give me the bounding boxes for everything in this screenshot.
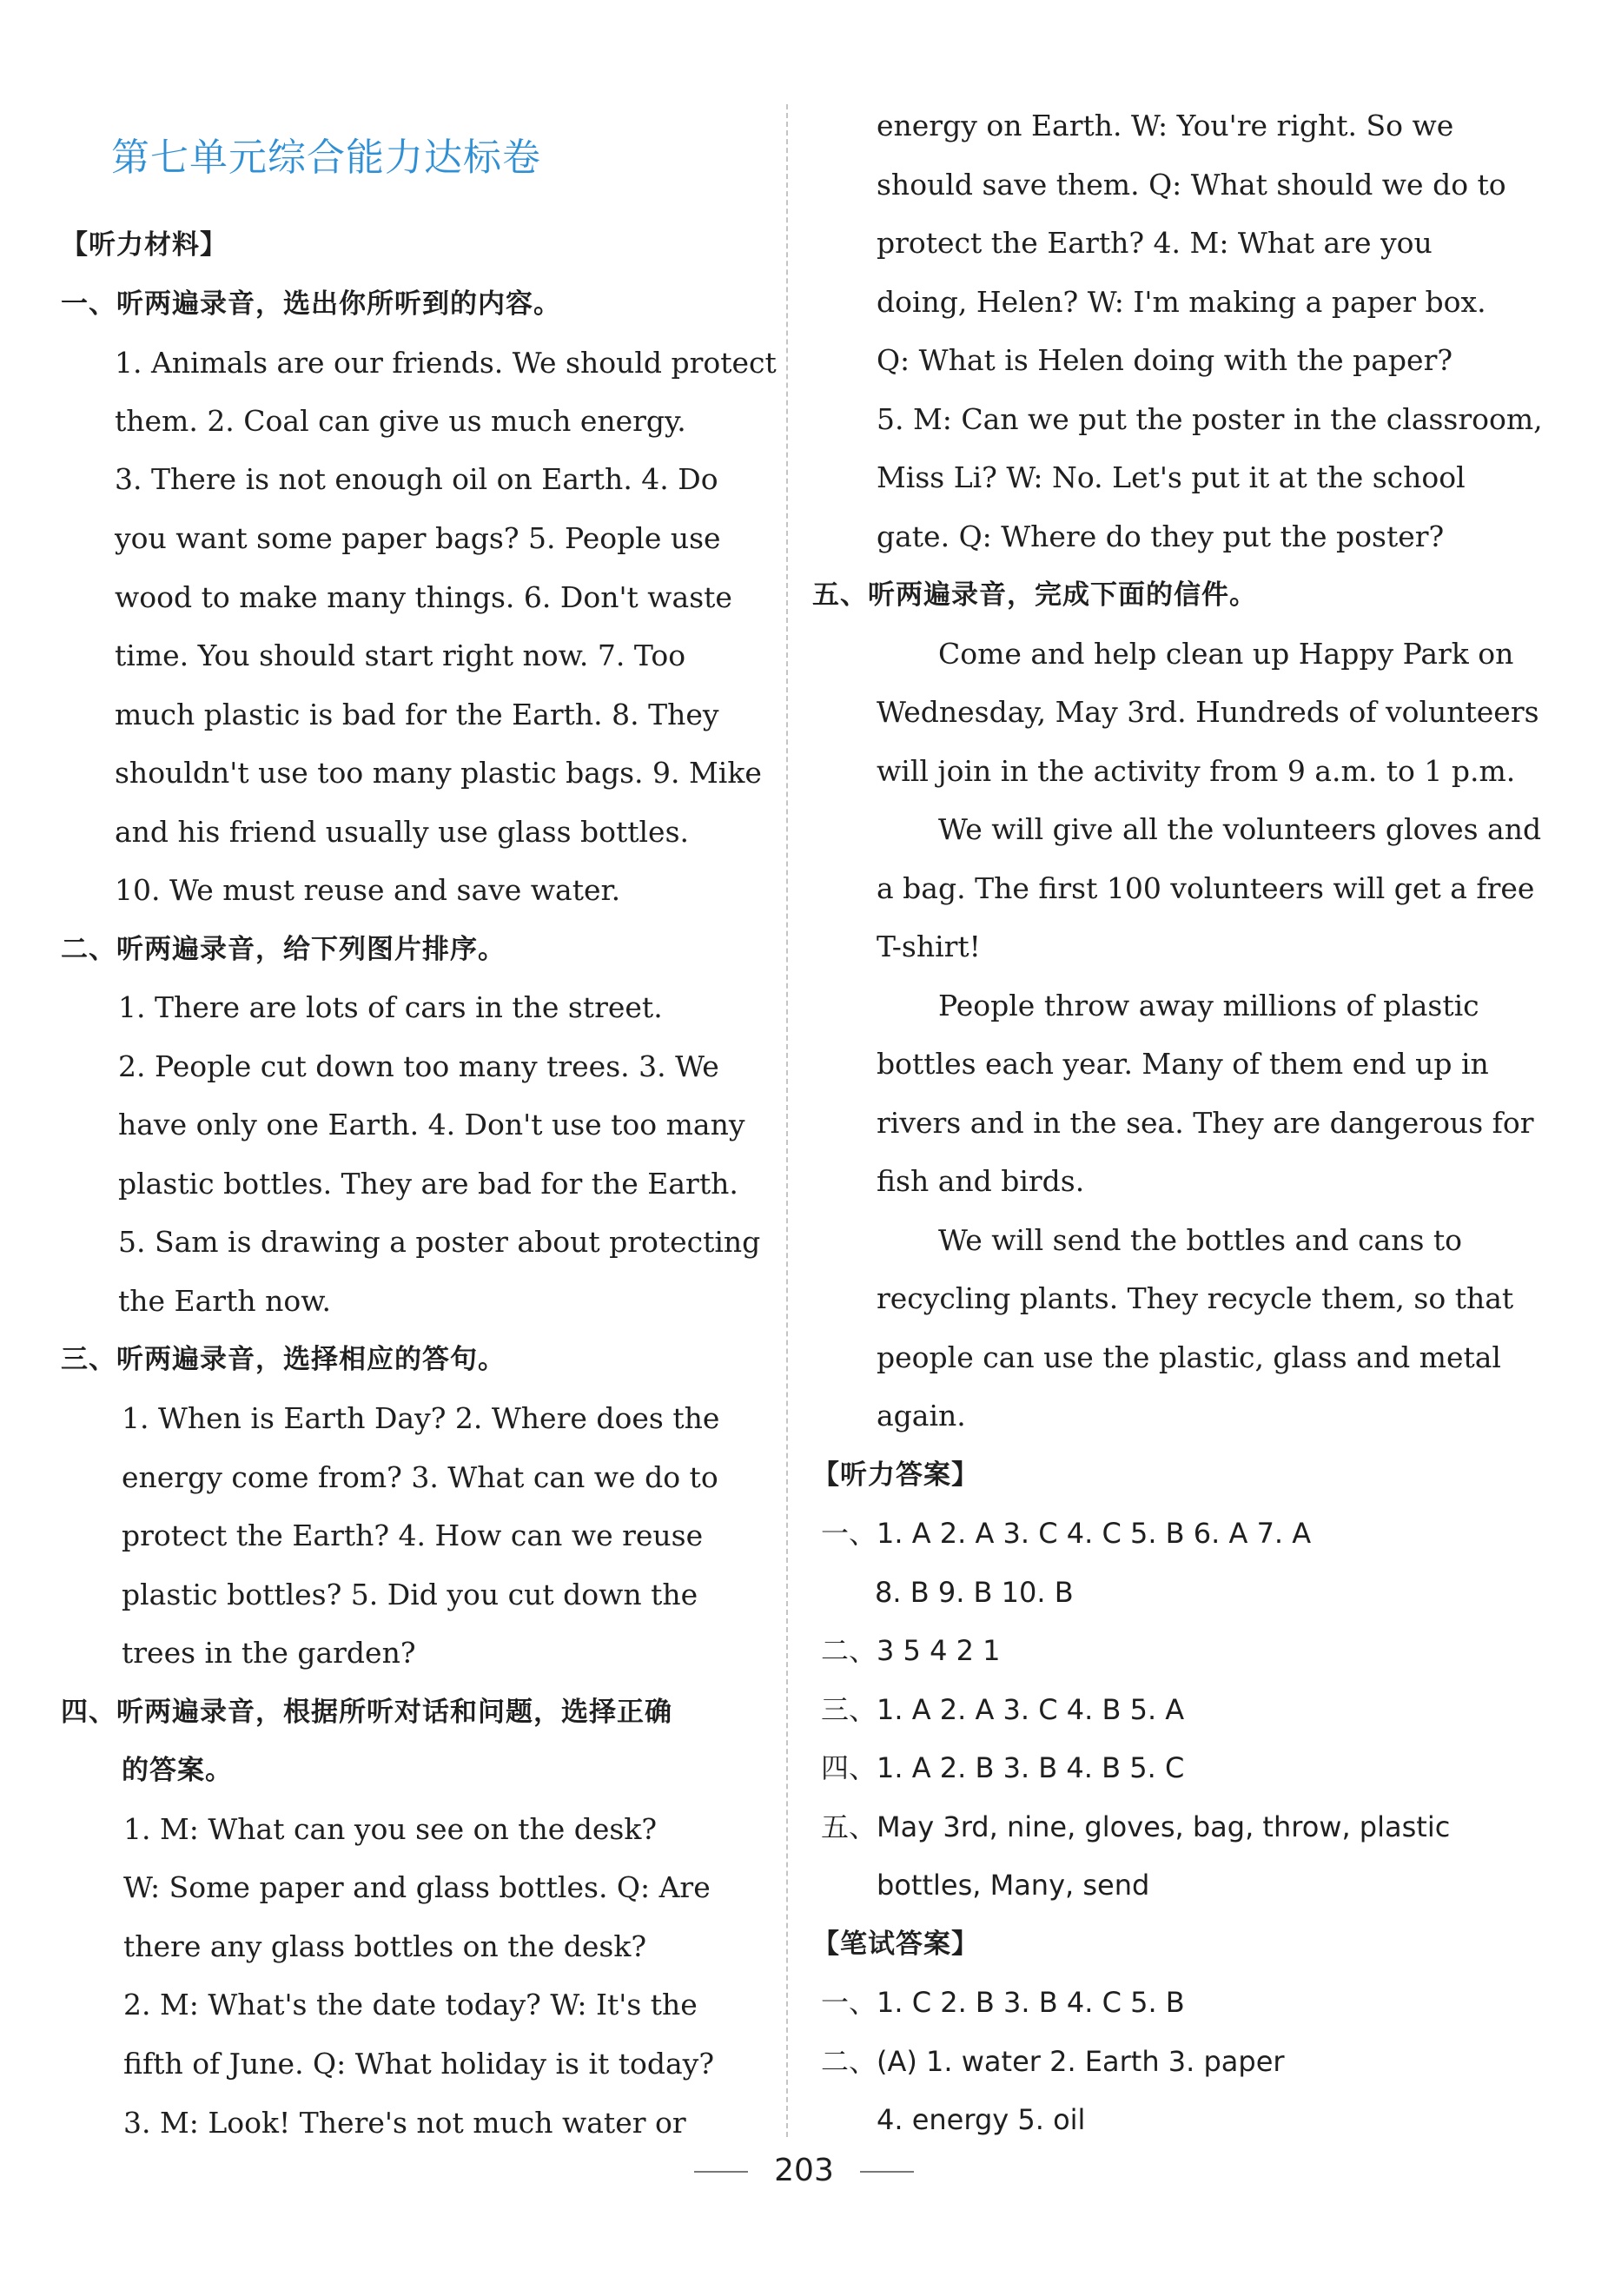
letter-line: bottles each year. Many of them end up in	[877, 1047, 1489, 1081]
answer-line: 一、1. A 2. A 3. C 4. C 5. B 6. A 7. A	[821, 1517, 1312, 1550]
letter-line: will join in the activity from 9 a.m. to 1 p.m.	[877, 754, 1516, 788]
r-line: should save them. Q: What should we do to	[877, 168, 1506, 202]
answer-line: 一、1. C 2. B 3. B 4. C 5. B	[821, 1986, 1185, 2019]
answer-line: 二、(A) 1. water 2. Earth 3. paper	[821, 2045, 1285, 2078]
s1-line: them. 2. Coal can give us much energy.	[115, 404, 686, 438]
letter-line: recycling plants. They recycle them, so that	[877, 1281, 1514, 1315]
s3-line: plastic bottles? 5. Did you cut down the	[122, 1578, 698, 1611]
s1-line: 1. Animals are our friends. We should protect	[115, 346, 777, 380]
page-number	[0, 2153, 1608, 2188]
letter-line: again.	[877, 1399, 966, 1433]
s1-line: shouldn't use too many plastic bags. 9. Mike	[115, 756, 762, 790]
s1-line: time. You should start right now. 7. Too	[115, 639, 686, 672]
s1-line: 3. There is not enough oil on Earth. 4. Do	[115, 462, 718, 496]
letter-line: T-shirt!	[877, 930, 981, 963]
s1-line: and his friend usually use glass bottles.	[115, 815, 690, 849]
s2-line: 5. Sam is drawing a poster about protecting	[118, 1225, 761, 1259]
listening-material-heading: 【听力材料】	[61, 229, 228, 261]
s2-line: 2. People cut down too many trees. 3. We	[118, 1049, 719, 1083]
answer-line: 4. energy 5. oil	[877, 2103, 1086, 2136]
section-4-heading-cont: 的答案。	[122, 1755, 233, 1786]
column-divider	[786, 104, 788, 2137]
s4-line: 1. M: What can you see on the desk?	[123, 1812, 658, 1846]
page-number-text: 203	[774, 2153, 834, 2188]
answer-line: bottles, Many, send	[877, 1869, 1150, 1902]
s1-line: wood to make many things. 6. Don't waste	[115, 580, 732, 614]
s3-line: trees in the garden?	[122, 1636, 416, 1670]
letter-line: Wednesday, May 3rd. Hundreds of volunteers	[877, 695, 1539, 729]
r-line: 5. M: Can we put the poster in the classroom,	[877, 402, 1543, 436]
answer-line: 二、3 5 4 2 1	[821, 1634, 1001, 1667]
s2-line: plastic bottles. They are bad for the Earth.	[118, 1167, 738, 1201]
answer-line: 四、1. A 2. B 3. B 4. B 5. C	[821, 1751, 1185, 1784]
r-line: gate. Q: Where do they put the poster?	[877, 519, 1445, 553]
s2-line: have only one Earth. 4. Don't use too many	[118, 1108, 745, 1141]
s4-line: 3. M: Look! There's not much water or	[123, 2106, 686, 2140]
r-line: Miss Li? W: No. Let's put it at the school	[877, 460, 1466, 494]
answer-line: 8. B 9. B 10. B	[875, 1576, 1074, 1609]
letter-line: We will send the bottles and cans to	[938, 1223, 1463, 1257]
s4-line: fifth of June. Q: What holiday is it today?	[123, 2047, 715, 2081]
s2-line: the Earth now.	[118, 1284, 332, 1318]
letter-line: fish and birds.	[877, 1164, 1085, 1198]
section-4-heading: 四、听两遍录音，根据所听对话和问题，选择正确	[61, 1697, 672, 1728]
r-line: Q: What is Helen doing with the paper?	[877, 343, 1453, 377]
s3-line: energy come from? 3. What can we do to	[122, 1460, 718, 1494]
letter-line: We will give all the volunteers gloves and	[938, 812, 1542, 846]
section-5-heading: 五、听两遍录音，完成下面的信件。	[812, 579, 1257, 611]
r-line: doing, Helen? W: I'm making a paper box.	[877, 285, 1486, 319]
written-answers-heading: 【笔试答案】	[812, 1929, 979, 1960]
s3-line: protect the Earth? 4. How can we reuse	[122, 1519, 704, 1552]
letter-line: Come and help clean up Happy Park on	[938, 637, 1514, 671]
page-number-dash-left	[694, 2171, 748, 2173]
letter-line: people can use the plastic, glass and metal	[877, 1340, 1501, 1374]
s1-line: you want some paper bags? 5. People use	[115, 521, 721, 555]
s4-line: W: Some paper and glass bottles. Q: Are	[123, 1870, 711, 1904]
letter-line: rivers and in the sea. They are dangerous for	[877, 1106, 1534, 1140]
r-line: protect the Earth? 4. M: What are you	[877, 226, 1433, 260]
page-title: 第七单元综合能力达标卷	[111, 136, 541, 180]
section-2-heading: 二、听两遍录音，给下列图片排序。	[61, 934, 506, 965]
s2-line: 1. There are lots of cars in the street.	[118, 990, 663, 1024]
s3-line: 1. When is Earth Day? 2. Where does the	[122, 1401, 720, 1435]
r-line: energy on Earth. W: You're right. So we	[877, 109, 1454, 142]
answer-line: 五、May 3rd, nine, gloves, bag, throw, plastic	[821, 1810, 1451, 1843]
section-3-heading: 三、听两遍录音，选择相应的答句。	[61, 1344, 506, 1375]
listening-answers-heading: 【听力答案】	[812, 1459, 979, 1491]
page-number-dash-right	[860, 2171, 914, 2173]
section-1-heading: 一、听两遍录音，选出你所听到的内容。	[61, 288, 561, 320]
s4-line: 2. M: What's the date today? W: It's the	[123, 1988, 698, 2021]
s4-line: there any glass bottles on the desk?	[123, 1929, 647, 1963]
letter-line: a bag. The first 100 volunteers will get a free	[877, 871, 1535, 905]
letter-line: People throw away millions of plastic	[938, 989, 1479, 1022]
s1-line: 10. We must reuse and save water.	[115, 873, 621, 907]
answer-line: 三、1. A 2. A 3. C 4. B 5. A	[821, 1693, 1185, 1726]
s1-line: much plastic is bad for the Earth. 8. They	[115, 698, 719, 731]
